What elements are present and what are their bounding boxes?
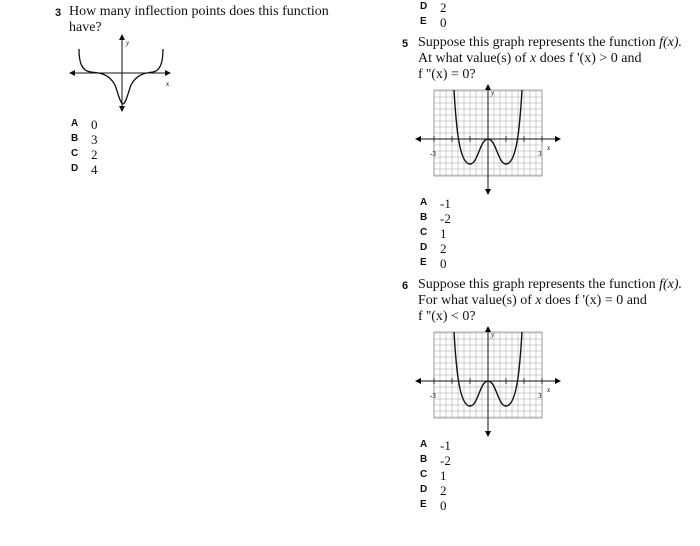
tick-label-left: -3	[430, 150, 436, 158]
option-letter: A	[420, 197, 428, 208]
option-value: -1	[440, 438, 451, 453]
question-3-line-1: How many inflection points does this function	[69, 4, 329, 19]
option-letter: B	[420, 212, 428, 223]
question-6-line-3	[418, 309, 693, 325]
condition-second-derivative: f ''(x) = 0?	[418, 67, 476, 82]
tick-label-right: 3	[538, 150, 542, 158]
option-value: 1	[440, 226, 447, 241]
y-axis-arrow-up	[119, 34, 125, 40]
option-letter: E	[420, 16, 427, 27]
option-value: 0	[91, 117, 98, 132]
x-axis-arrow-left	[415, 136, 421, 142]
condition-first-derivative: f '(x) = 0	[574, 293, 624, 308]
question-5-number: 5	[402, 38, 409, 50]
y-axis-label: y	[491, 89, 495, 97]
question-6-number: 6	[402, 280, 409, 292]
option-value: 2	[91, 147, 98, 162]
option-value: 1	[440, 468, 447, 483]
x-axis-label: x	[547, 386, 551, 394]
question-3-text	[69, 4, 329, 36]
option-value: -2	[440, 211, 451, 226]
option-letter: E	[420, 499, 427, 510]
option-letter: B	[420, 454, 428, 465]
option-value: -1	[440, 196, 451, 211]
option-value: 4	[91, 162, 98, 177]
function-notation: f(x).	[659, 277, 682, 292]
question-3-graph	[65, 33, 185, 113]
y-axis-label: y	[126, 39, 130, 47]
tick-label-right: 3	[538, 392, 542, 400]
function-curve	[79, 49, 163, 104]
x-axis-arrow-right	[555, 136, 561, 142]
question-6-text	[418, 277, 693, 325]
question-6-line-2: For what value(s) of x does f '(x) = 0 and	[418, 293, 647, 308]
option-value: 2	[440, 0, 447, 15]
option-value: 2	[440, 241, 447, 256]
x-axis-arrow-right	[165, 70, 171, 76]
question-6-line-1: Suppose this graph represents the function f(x).	[418, 277, 682, 292]
option-value: 3	[91, 132, 98, 147]
y-axis-label: y	[491, 331, 495, 339]
option-letter: A	[71, 118, 79, 129]
y-axis-arrow-down	[119, 106, 125, 112]
option-value: 2	[440, 483, 447, 498]
condition-first-derivative: f '(x) > 0	[568, 51, 618, 66]
option-letter: C	[420, 227, 428, 238]
x-axis-arrow-left	[415, 378, 421, 384]
option-value: 0	[440, 498, 447, 513]
option-letter: D	[420, 242, 428, 253]
x-axis-label: x	[166, 80, 170, 88]
tick-label-left: -3	[430, 392, 436, 400]
option-letter: D	[420, 484, 428, 495]
question-5-line-2: At what value(s) of x does f '(x) > 0 and	[418, 51, 642, 66]
question-3-line-2: have?	[69, 20, 102, 35]
question-5-graph	[414, 84, 564, 196]
x-axis-arrow-right	[555, 378, 561, 384]
question-5-line-3	[418, 67, 693, 83]
question-3-number: 3	[55, 7, 62, 19]
x-axis-arrow-left	[69, 70, 75, 76]
function-notation: f(x).	[659, 35, 682, 50]
option-letter: D	[71, 163, 79, 174]
option-letter: E	[420, 257, 427, 268]
y-axis-arrow-down	[485, 189, 491, 195]
option-value: 0	[440, 15, 447, 30]
option-letter: D	[420, 1, 428, 12]
question-5-text	[418, 35, 693, 83]
option-letter: C	[71, 148, 79, 159]
option-letter: B	[71, 133, 79, 144]
x-axis-label: x	[547, 144, 551, 152]
condition-second-derivative: f ''(x) < 0?	[418, 309, 476, 324]
option-value: -2	[440, 453, 451, 468]
y-axis-arrow-down	[485, 431, 491, 437]
option-value: 0	[440, 256, 447, 271]
option-letter: C	[420, 469, 428, 480]
question-6-graph	[414, 326, 564, 438]
option-letter: A	[420, 439, 428, 450]
question-5-line-1: Suppose this graph represents the function f(x).	[418, 35, 682, 50]
